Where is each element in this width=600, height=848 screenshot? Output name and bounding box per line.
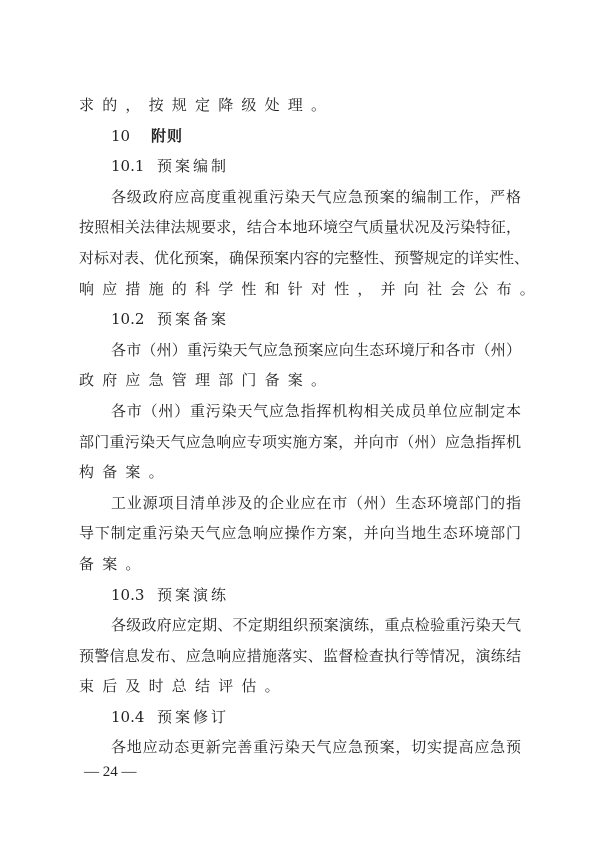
subsection-title: 预案编制 xyxy=(157,157,230,176)
subsection-number: 10.1 xyxy=(111,157,145,176)
subsection-heading xyxy=(79,151,521,182)
subsection-heading xyxy=(79,304,521,335)
subsection-title: 预案备案 xyxy=(157,310,230,329)
text-line: 工业源项目清单涉及的企业应在市（州）生态环境部门的指 xyxy=(111,493,521,512)
subsection-number: 10.2 xyxy=(111,310,145,329)
text-line: 各级政府应定期、不定期组织预案演练，重点检验重污染天气 xyxy=(111,616,521,635)
subsection-number: 10.3 xyxy=(111,585,145,604)
text-line: 预警信息发布、应急响应措施落实、监督检查执行等情况，演练结 xyxy=(79,646,521,665)
text-line: 束后及时总结评估。 xyxy=(79,677,288,696)
text-line: 按照相关法律法规要求，结合本地环境空气质量状况及污染特征， xyxy=(79,218,521,237)
text-line: 求的，按规定降级处理。 xyxy=(79,96,335,114)
subsection-heading xyxy=(79,702,521,733)
text-line: 构备案。 xyxy=(79,463,172,482)
subsection-heading xyxy=(79,580,521,611)
text-line: 部门重污染天气应急响应专项实施方案，并向市（州）应急指挥机 xyxy=(79,432,521,451)
text-line: 各级政府应高度重视重污染天气应急预案的编制工作，严格 xyxy=(111,187,521,206)
text-line: 政府应急管理部门备案。 xyxy=(79,371,335,390)
section-title: 附则 xyxy=(151,126,184,145)
text-line: 对标对表、优化预案，确保预案内容的完整性、预警规定的详实性、 xyxy=(79,248,530,267)
section-heading xyxy=(79,121,521,152)
text-line: 各地应动态更新完善重污染天气应急预案，切实提高应急预 xyxy=(111,738,521,757)
text-line: 各市（州）重污染天气应急预案应向生态环境厅和各市（州） xyxy=(111,340,521,359)
subsection-title: 预案演练 xyxy=(157,585,230,604)
text-line: 备案。 xyxy=(79,554,149,573)
text-line: 导下制定重污染天气应急响应操作方案，并向当地生态环境部门 xyxy=(79,524,521,543)
subsection-title: 预案修订 xyxy=(157,707,230,726)
section-number: 10 xyxy=(111,126,131,145)
page-number: — 24 — xyxy=(84,764,137,780)
document-body xyxy=(79,90,544,763)
text-line: 各市（州）重污染天气应急指挥机构相关成员单位应制定本 xyxy=(111,401,521,420)
subsection-number: 10.4 xyxy=(111,707,145,726)
text-line: 响应措施的科学性和针对性，并向社会公布。 xyxy=(79,279,544,298)
